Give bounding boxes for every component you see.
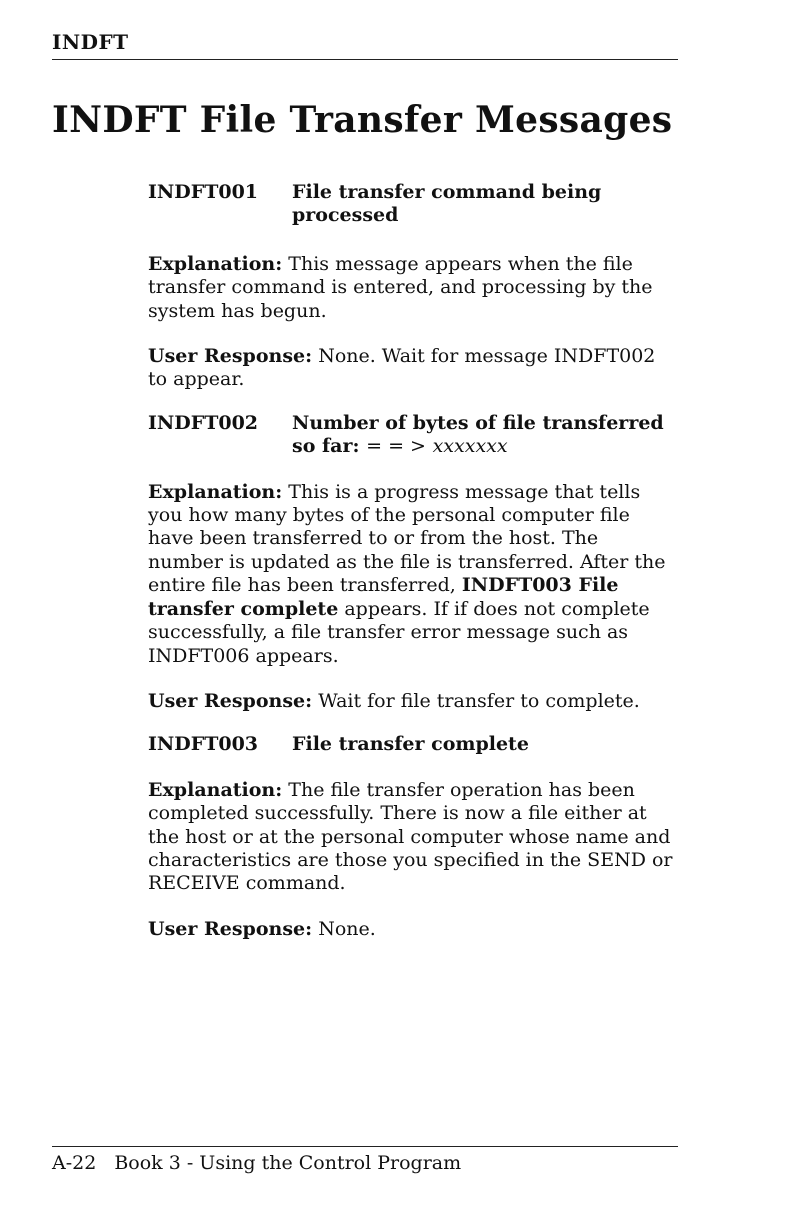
book-title: Book 3 - Using the Control Program [114,1152,462,1174]
page-footer [52,1152,461,1174]
message-heading [148,412,678,459]
page-number: A-22 [52,1152,97,1174]
explanation [148,481,678,668]
message-text: File transfer complete [292,733,529,756]
explanation-label: Explanation: [148,778,283,801]
running-head: INDFT [52,30,129,54]
explanation-text: This is a progress message that tells you how many bytes of the personal computer file have been transferred to or from the host. The number is updated as the file is transferred. After the entire file has been transferred, [148,480,666,597]
message-list [148,181,678,941]
explanation-emphasis: INDFT003 File transfer complete [148,574,619,620]
message-text [292,412,678,459]
explanation-label: Explanation: [148,480,283,503]
message-heading [148,733,678,756]
message-id: INDFT002 [148,411,259,434]
user-response-label: User Response: [148,917,313,940]
message-id: INDFT001 [148,181,259,203]
footer-rule [52,1146,678,1147]
user-response-text: Wait for file transfer to complete. [318,689,640,712]
user-response-label: User Response: [148,345,313,368]
user-response [148,918,678,941]
explanation-text: This message appears when the file transfer command is entered, and processing by the system has begun. [148,252,653,322]
header-rule [52,59,678,60]
message-id: INDFT003 [148,733,259,756]
explanation [148,253,678,323]
user-response-text: None. [318,917,376,940]
message-heading [148,181,678,228]
message-variable: xxxxxxx [432,435,508,458]
explanation-text: The file transfer operation has been completed successfully. There is now a file either at the host or at the personal computer whose name and characteristics are those you specified in the SEND or RECEIVE command. [148,778,673,895]
user-response-label: User Response: [148,689,313,712]
user-response [148,690,678,713]
page-title: INDFT File Transfer Messages [52,99,673,141]
message-arrow: = = > [366,435,426,458]
user-response-text: None. Wait for message INDFT002 to appear. [148,345,656,391]
explanation [148,779,678,896]
message-text-main: Number of bytes of file transferred so far: [292,411,664,458]
message-text: File transfer command being processed [292,181,602,227]
user-response [148,345,678,392]
explanation-label: Explanation: [148,252,283,275]
explanation-text-cont: appears. If if does not complete successfully, a file transfer error message such as INDFT006 appears. [148,597,650,667]
